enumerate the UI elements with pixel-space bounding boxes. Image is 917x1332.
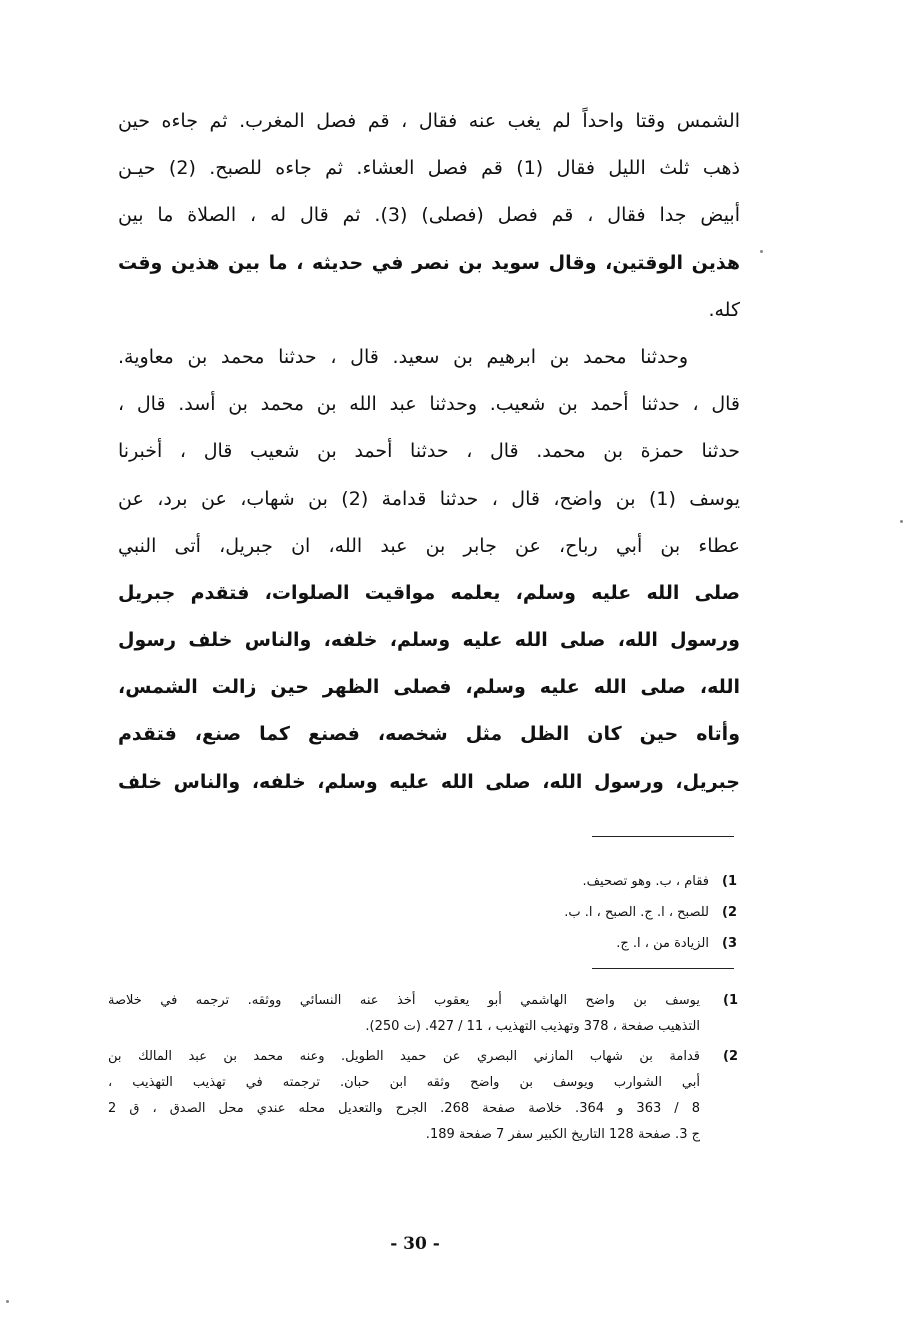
text-line: جبريل، ورسول الله، صلى الله عليه وسلم، خلفه، والناس خلف: [118, 770, 740, 793]
text-line: ورسول الله، صلى الله عليه وسلم، خلفه، والناس خلف رسول: [118, 629, 740, 652]
note-text: للصبح ، ا. ج. الصبح ، ا. ب.: [564, 905, 709, 920]
paragraph-2: [118, 334, 740, 806]
note-line: التذهيب صفحة ، 378 وتهذيب التهذيب ، 11 / 427. (ت 250).: [365, 1019, 700, 1034]
text-line: حدثنا حمزة بن محمد. قال ، حدثنا أحمد بن شعيب قال ، أخبرنا: [118, 440, 740, 463]
variant-notes: [564, 866, 737, 959]
text-line: يوسف (1) بن واضح، قال ، حدثنا قدامة (2) بن شهاب، عن برد، عن: [118, 487, 740, 510]
note-line: يوسف بن واضح الهاشمي أبو يعقوب أخذ عنه النسائي ووثقه. ترجمه في خلاصة: [108, 993, 700, 1008]
variant-note: [564, 866, 737, 897]
footnote-divider: [592, 836, 734, 837]
scan-speck: [760, 250, 763, 253]
text-line: الله، صلى الله عليه وسلم، فصلى الظهر حين زالت الشمس،: [118, 676, 740, 699]
text-line: عطاء بن أبي رباح، عن جابر بن عبد الله، ان جبريل، أتى النبي: [118, 534, 740, 557]
biography-notes: [108, 988, 738, 1152]
note-line: 8 / 363 و 364. خلاصة صفحة 268. الجرح والتعديل محله عندي محل الصدق ، ق 2: [108, 1101, 700, 1116]
scan-speck: [6, 1300, 9, 1303]
text-line: وحدثنا محمد بن ابرهيم بن سعيد. قال ، حدثنا محمد بن معاوية.: [118, 345, 688, 368]
text-line: أبيض جدا فقال ، قم فصل (فصلى) (3). ثم قال له ، الصلاة ما بين: [118, 204, 740, 227]
text-line: هذين الوقتين، وقال سويد بن نصر في حديثه ، ما بين هذين وقت: [118, 251, 740, 274]
main-text: [118, 98, 740, 806]
text-line: قال ، حدثنا أحمد بن شعيب. وحدثنا عبد الله بن محمد بن أسد. قال ،: [118, 393, 740, 416]
note-body: [108, 988, 700, 1040]
scan-speck: [900, 520, 903, 523]
biography-note: [108, 1044, 738, 1148]
page-number: - 30 -: [390, 1234, 440, 1254]
note-number: (1: [723, 993, 738, 1008]
note-line: أبي الشوارب ويوسف بن واضح وثقه ابن حبان. ترجمته في تهذيب التهذيب ،: [108, 1075, 700, 1090]
biography-note: [108, 988, 738, 1040]
text-line: صلى الله عليه وسلم، يعلمه مواقيت الصلوات، فتقدم جبريل: [118, 581, 740, 604]
note-line: ج 3. صفحة 128 التاريخ الكبير سفر 7 صفحة 189.: [425, 1127, 700, 1142]
text-line: ذهب ثلث الليل فقال (1) قم فصل العشاء. ثم جاءه للصبح. (2) حيـن: [118, 157, 740, 180]
note-body: [108, 1044, 700, 1148]
text-line: الشمس وقتا واحداً لم يغب عنه فقال ، قم فصل المغرب. ثم جاءه حين: [118, 110, 740, 132]
note-number: (1: [722, 874, 737, 889]
note-number: (2: [722, 905, 737, 920]
paragraph-1: [118, 98, 740, 334]
variant-note: [564, 928, 737, 959]
note-number: (3: [722, 936, 737, 951]
note-line: قدامة بن شهاب المازني البصري عن حميد الطويل. وعنه محمد بن عبد المالك بن: [108, 1049, 700, 1064]
text-line: وأتاه حين كان الظل مثل شخصه، فصنع كما صنع، فتقدم: [118, 723, 740, 746]
variant-note: [564, 897, 737, 928]
note-number: (2: [723, 1049, 738, 1064]
note-text: الزيادة من ، ا. ج.: [616, 936, 709, 951]
note-text: فقام ، ب. وهو تصحيف.: [582, 874, 709, 889]
text-line: كله.: [708, 298, 740, 321]
footnote-divider: [592, 968, 734, 969]
